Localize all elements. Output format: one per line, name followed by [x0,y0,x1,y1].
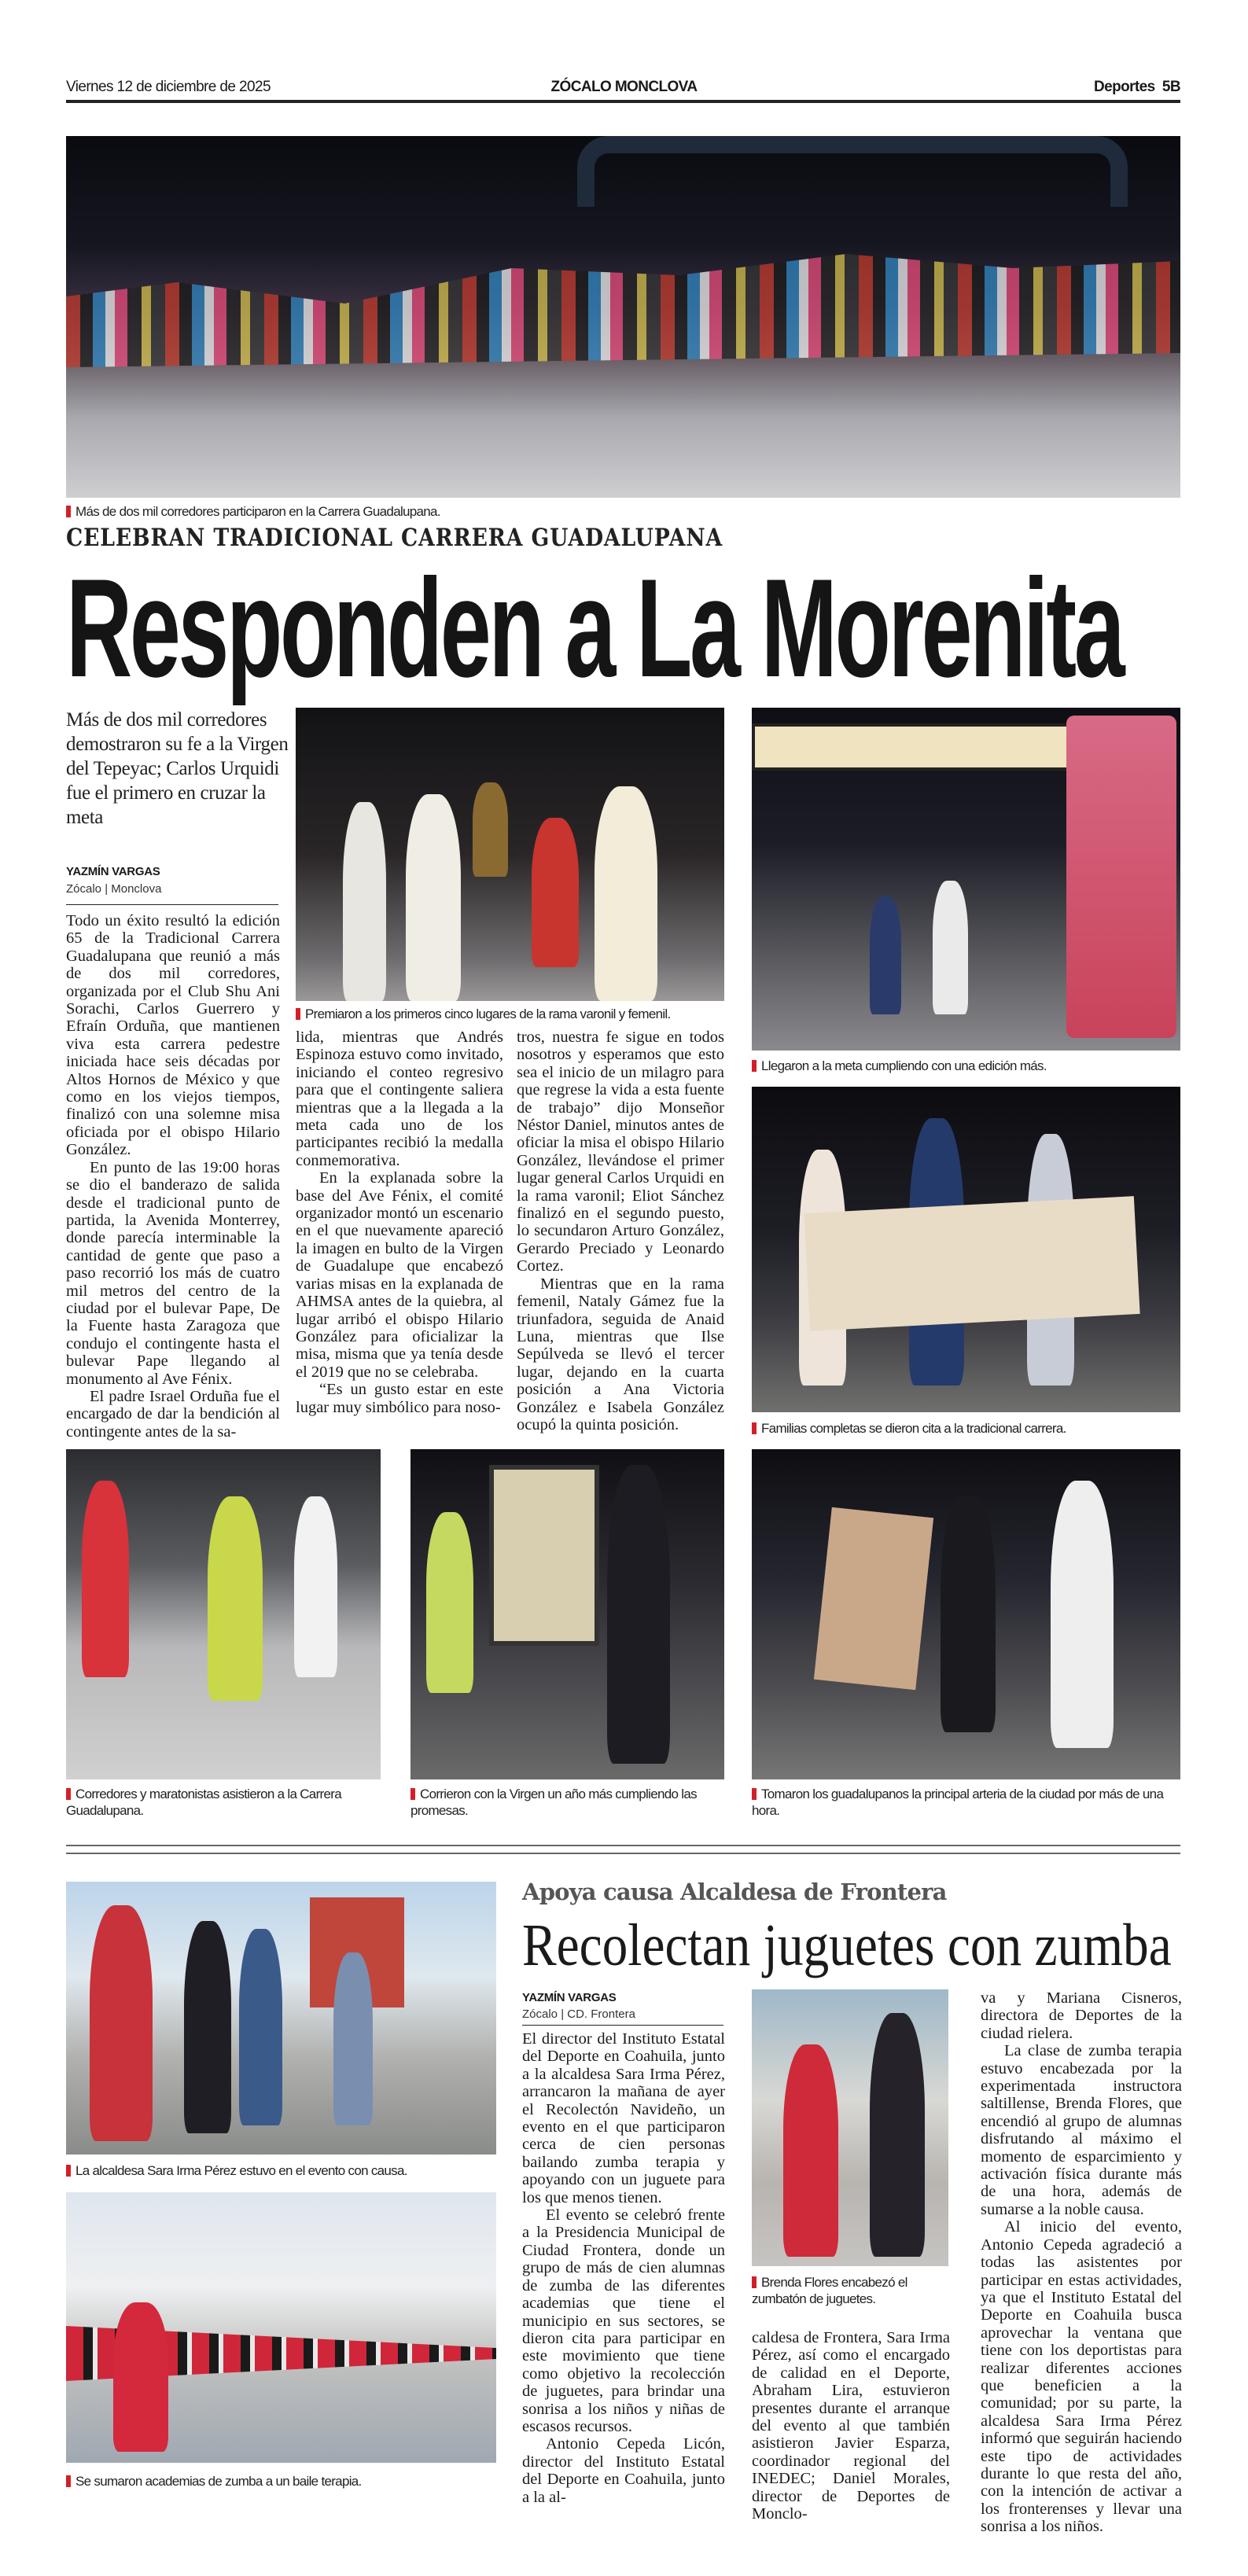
byline: YAZMÍN VARGAS [66,865,160,878]
caption-text: Tomaron los guadalupanos la principal arteria de la ciudad por más de una hora. [752,1787,1164,1818]
caption-artery [752,1786,1180,1819]
story-deck: Más de dos mil corredores demostraron su fe a la Virgen del Tepeyac; Carlos Urquidi fue el primero en cruzar la meta [66,709,289,828]
paragraph: tros, nuestra fe sigue en todos nosotros y esperamos que esto sea el inicio de un milagro para que regrese la vida a esta fuente de trabajo” dijo Monseñor Néstor Daniel, minutos antes de oficiar la misa el obispo Hilario González, llevándose el primer lugar general Carlos Urquidi en la rama varonil; Eliot Sánchez finalizó en el segundo puesto, lo secundaron Arturo González, Gerardo Preciado y Leonardo Cortez. [517,1029,724,1275]
header-rule [66,100,1180,103]
virgin-painting [489,1465,599,1646]
story2-column-1 [522,2030,725,2506]
caption-text: Llegaron a la meta cumpliendo con una edición más. [761,1058,1047,1073]
caption-text: La alcaldesa Sara Irma Pérez estuvo en el evento con causa. [75,2163,407,2178]
story2-headline: Recolectan juguetes con zumba [522,1912,1172,1978]
headline: Responden a La Morenita [66,550,1123,706]
hero-photo-runners [66,136,1180,498]
crowd-of-runners [66,254,1180,396]
paragraph: En punto de las 19:00 horas se dio el banderazo de salida desde el tradicional punto de partida, la Avenida Monterrey, donde parecía interminable la cantidad de gente que paso a paso recorrió los más de cuatro mil metros del centro de la ciudad por el bulevar Pape, De la Fuente hasta Zaragoza que condujo el contingente hasta el bulevar Pape llegando al monumento al Ave Fénix. [66,1158,280,1388]
photo-instructor [752,1989,948,2266]
page-number: 5B [1161,79,1180,95]
newspaper-name: ZÓCALO MONCLOVA [550,79,698,95]
paragraph: va y Mariana Cisneros, directora de Deportes de la ciudad rielera. [981,1989,1182,2042]
byline-location: Zócalo | Monclova [66,882,162,896]
caption-virgin [410,1786,725,1819]
story2-column-2 [752,2329,950,2523]
arch-shape [577,136,1128,207]
paragraph: En la explanada sobre la base del Ave Fénix, el comité organizador montó un escenario en el que nuevamente apareció la imagen en bulto de la Virgen de Guadalupe que encabezó varias misas en la explanada de AHMSA antes de la quiebra, al lugar arribó el obispo Hilario González para oficializar la misa, misma que ya tenía desde el 2019 que no se celebraba. [296,1169,503,1381]
photo-main-artery [752,1449,1180,1779]
caption-text: Más de dos mil corredores participaron en la Carrera Guadalupana. [75,504,440,519]
story2-byline-location: Zócalo | CD. Frontera [522,2007,635,2021]
caption-marker-icon [296,1008,300,1020]
caption-text: Brenda Flores encabezó el zumbatón de juguetes. [752,2275,907,2306]
virgin-banner [1066,716,1176,1038]
caption-marker-icon [752,2276,757,2288]
section-divider-bottom [66,1853,1180,1854]
photo-zumba-academies [66,2192,496,2463]
paragraph: El director del Instituto Estatal del Deporte en Coahuila, junto a la alcaldesa Sara Irma Pérez, arrancaron la mañana de ayer el Recolectón Navideño, un evento en el que participaron cerca de cien personas bailando zumba terapia y apoyando con un juguete para los que menos tienen. [522,2030,725,2206]
photo-virgin-image [410,1449,724,1779]
caption-text: Corredores y maratonistas asistieron a la Carrera Guadalupana. [66,1787,341,1818]
caption-marker-icon [752,1422,757,1434]
section-page [1094,79,1180,96]
caption-runners [66,1786,381,1819]
paragraph: Al inicio del evento, Antonio Cepeda agradeció a todas las asistentes por participar en estas actividades, ya que el Instituto Estatal del Deporte en Coahuila busca aprovechar la ventana que tiene con los deportistas para realizar diferentes acciones que beneficien a la comunidad; por su parte, la alcaldesa Sara Irma Pérez informó que seguirán haciendo este tipo de actividades durante lo que resta del año, con la intención de activar a los fronterenses y llevar una sonrisa a los niños. [981,2218,1182,2536]
caption-text: Familias completas se dieron cita a la tradicional carrera. [761,1421,1066,1436]
guadalupe-banner [804,1196,1139,1331]
story1-column-1 [66,912,280,1441]
paragraph: caldesa de Frontera, Sara Irma Pérez, así como el encargado de calidad en el Deporte, Abraham Lira, estuvieron presentes durante el arranque del evento al que también asistieron Javier Esparza, coordinador regional del INEDEC; Daniel Morales, director de Deportes de Monclo- [752,2329,950,2523]
paragraph: Mientras que en la rama femenil, Nataly Gámez fue la triunfadora, seguida de Anaid Luna, mientras que Ilse Sepúlveda se llevó el tercer lugar, dejando en la cuarta posición a Ana Victoria González e Isabela González ocupó la quinta posición. [517,1275,724,1433]
caption-hero [66,503,852,520]
paragraph: El evento se celebró frente a la Presidencia Municipal de Ciudad Frontera, donde un grupo de más de cien alumnas de zumba de las diferentes academias que tiene el municipio en sus sectores, se dieron cita para participar en este movimiento que tiene como objetivo la recolección de juguetes, para brindar una sonrisa a los niños y niñas de escasos recursos. [522,2206,725,2435]
caption-marker-icon [752,1788,757,1800]
caption-finish [752,1058,1180,1074]
section-divider-top [66,1845,1180,1846]
caption-marker-icon [66,1788,71,1800]
caption-text: Se sumaron academias de zumba a un baile terapia. [75,2474,362,2489]
paragraph: La clase de zumba terapia estuvo encabezada por la experimentada instructora saltillense, Brenda Flores, que encendió al grupo de alumnas disfrutando al máximo el momento de esparcimiento y activación física durante más de una hora, además de sumarse a la noble causa. [981,2042,1182,2218]
virgin-banner [814,1507,933,1690]
story2-byline: YAZMÍN VARGAS [522,1991,617,2004]
caption-families [752,1420,1180,1437]
photo-runners-street [66,1449,381,1779]
byline-rule [66,904,278,905]
caption-marker-icon [410,1788,415,1800]
section-name: Deportes [1093,79,1155,95]
finish-arch-banner [752,723,1098,771]
story2-column-3 [981,1989,1182,2536]
photo-families [752,1087,1180,1412]
caption-marker-icon [66,2165,71,2177]
story1-column-2 [296,1029,503,1416]
caption-academies [66,2473,496,2490]
issue-date: Viernes 12 de diciembre de 2025 [66,79,271,95]
paragraph: “Es un gusto estar en este lugar muy simbólico para noso- [296,1381,503,1416]
caption-instructor [752,2274,948,2307]
paragraph: Antonio Cepeda Licón, director del Instituto Estatal del Deporte en Coahuila, junto a la al- [522,2435,725,2506]
paragraph: lida, mientras que Andrés Espinoza estuvo como invitado, iniciando el conteo regresivo para que el contingente saliera mientras que a la llegada a la meta cada uno de los participantes recibió la medalla conmemorativa. [296,1029,503,1169]
caption-marker-icon [752,1060,757,1072]
photo-finish-line [752,708,1180,1051]
story1-column-3 [517,1029,724,1433]
paragraph: El padre Israel Orduña fue el encargado de dar la bendición al contingente antes de la sa- [66,1387,280,1441]
caption-marker-icon [66,2475,71,2487]
caption-text: Corrieron con la Virgen un año más cumpliendo las promesas. [410,1787,697,1818]
photo-award-ceremony [296,708,724,1001]
caption-marker-icon [66,506,71,517]
caption-priests [296,1006,724,1022]
paragraph: Todo un éxito resultó la edición 65 de la Tradicional Carrera Guadalupana que reunió a más de dos mil corredores, organizada por el Club Shu Ani Sorachi, Carlos Guerrero y Efraín Orduña, que mantienen viva esta carrera pedestre iniciada hace seis décadas por Altos Hornos de México y que como en los viejos tiempos, finalizó con una solemne misa oficiada por el obispo Hilario González. [66,912,280,1159]
story2-byline-rule [522,2025,723,2026]
story-kicker: CELEBRAN TRADICIONAL CARRERA GUADALUPANA [66,524,723,552]
photo-mayor [66,1882,496,2155]
story2-kicker: Apoya causa Alcaldesa de Frontera [522,1879,947,1905]
caption-mayor [66,2162,496,2179]
caption-text: Premiaron a los primeros cinco lugares de la rama varonil y femenil. [305,1006,671,1021]
